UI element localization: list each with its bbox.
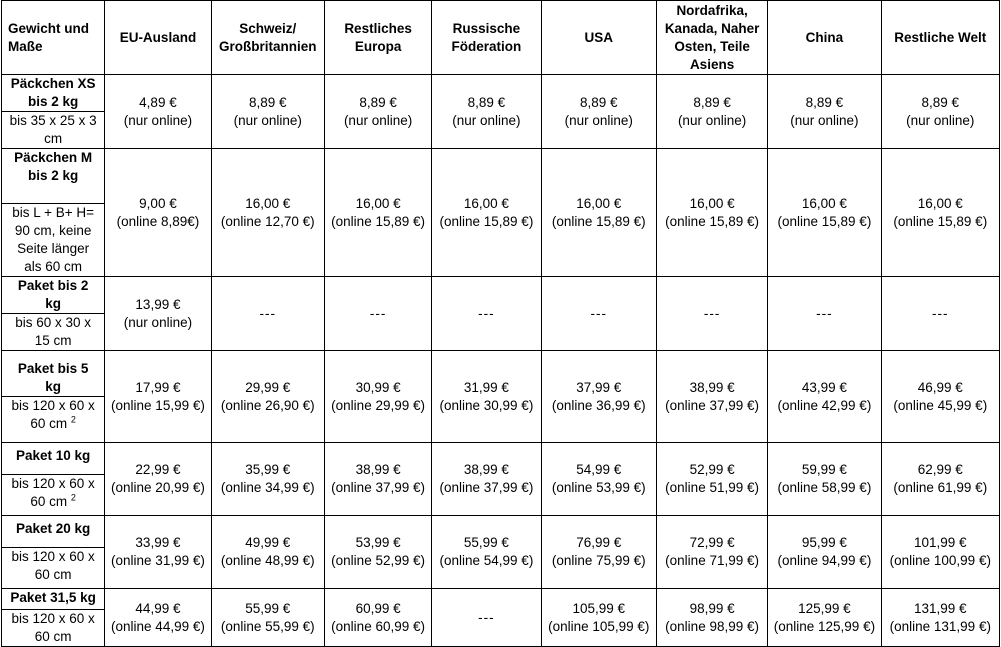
text-line: Paket bis 2	[17, 278, 89, 293]
table-body	[2, 75, 1000, 647]
text-line: (online 34,99 €)	[220, 480, 315, 495]
column-header-region	[768, 1, 881, 75]
text-line: (online 75,99 €)	[551, 553, 646, 568]
package-dimensions	[2, 313, 104, 350]
text-line: (nur online)	[790, 112, 859, 128]
text-line: Paket 10 kg	[16, 448, 91, 463]
package-type-cell	[2, 149, 105, 277]
text-line: 54,99 €	[576, 462, 622, 477]
text-line: (online 15,89 €)	[665, 213, 759, 229]
price-cell-unavailable	[324, 277, 431, 351]
text-line: (online 100,99 €)	[889, 553, 991, 568]
price-cell	[881, 516, 999, 589]
text-line: (online 29,99 €)	[331, 397, 425, 413]
text-line: Nordafrika,	[676, 2, 748, 18]
price-cell	[768, 75, 881, 149]
text-line: 8,89 €	[579, 94, 618, 110]
text-line: (online 37,99 €)	[331, 480, 425, 495]
price-cell	[324, 516, 431, 589]
text-line: 46,99 €	[917, 379, 963, 395]
text-line: (online 125,99 €)	[773, 618, 876, 634]
text-line: als 60 cm	[24, 259, 83, 274]
text-line: Russische	[452, 20, 521, 36]
text-line: (online 55,99 €)	[220, 618, 315, 634]
text-line: Restliche Welt	[894, 29, 987, 45]
price-cell	[768, 589, 881, 647]
text-line: 16,00 €	[355, 195, 401, 211]
price-cell	[881, 589, 999, 647]
price-cell	[881, 351, 999, 443]
text-line: 55,99 €	[463, 535, 509, 550]
text-line: (nur online)	[123, 314, 193, 330]
text-line: 16,00 €	[245, 195, 291, 211]
text-line: (nur online)	[343, 112, 413, 128]
text-line: (online 37,99 €)	[665, 397, 759, 413]
price-cell	[768, 149, 881, 277]
package-dimensions	[2, 547, 104, 584]
text-line: ---	[259, 305, 277, 321]
text-line: bis 120 x 60 x	[11, 549, 95, 564]
text-line: (nur online)	[233, 112, 302, 128]
text-line: Schweiz/	[239, 20, 297, 36]
price-cell	[541, 589, 656, 647]
price-cell	[541, 75, 656, 149]
text-line: Osten, Teile	[674, 38, 750, 54]
text-line: (online 45,99 €)	[893, 397, 988, 413]
shipping-price-table	[1, 0, 1000, 647]
price-cell	[105, 277, 211, 351]
text-line: Kanada, Naher	[664, 20, 760, 36]
price-cell-unavailable	[656, 277, 767, 351]
column-header-region	[324, 1, 431, 75]
text-line: 30,99 €	[355, 379, 401, 395]
text-line: 17,99 €	[135, 379, 181, 395]
price-cell	[432, 75, 541, 149]
price-cell	[324, 589, 431, 647]
package-dimensions	[2, 396, 104, 433]
text-line: Päckchen M	[14, 150, 93, 165]
price-cell-unavailable	[768, 277, 881, 351]
price-cell	[541, 443, 656, 516]
column-header-region	[211, 1, 324, 75]
text-line: 8,89 €	[805, 94, 844, 110]
text-line: bis 120 x 60 x	[11, 398, 95, 413]
price-cell	[211, 75, 324, 149]
column-header-region	[105, 1, 211, 75]
text-line: 131,99 €	[914, 600, 967, 616]
text-line: 8,89 €	[359, 94, 397, 110]
text-line: 60 cm	[34, 629, 72, 644]
price-cell	[211, 351, 324, 443]
package-type-cell	[2, 75, 105, 149]
text-line: (online 26,90 €)	[220, 397, 315, 413]
text-line: Asiens	[689, 56, 735, 72]
table-row	[2, 516, 1000, 589]
price-cell	[432, 149, 541, 277]
price-cell	[768, 351, 881, 443]
text-line: (online 61,99 €)	[893, 480, 988, 495]
text-line: 33,99 €	[135, 535, 181, 550]
text-line: 22,99 €	[135, 462, 181, 477]
price-cell-unavailable	[432, 277, 541, 351]
text-line: bis 120 x 60 x	[11, 476, 95, 491]
column-header-region	[881, 1, 999, 75]
price-cell	[541, 516, 656, 589]
price-cell	[541, 351, 656, 443]
text-line: (online 31,99 €)	[111, 553, 205, 568]
text-line: (online 48,99 €)	[220, 553, 315, 568]
text-line: EU-Ausland	[119, 29, 197, 45]
header-row	[2, 1, 1000, 75]
text-line: (nur online)	[906, 112, 975, 128]
price-cell	[432, 516, 541, 589]
text-line: bis 120 x 60 x	[11, 611, 95, 626]
text-line: Gewicht und	[8, 20, 89, 36]
text-line: (online 36,99 €)	[551, 397, 646, 413]
price-cell-unavailable	[541, 277, 656, 351]
text-line: ---	[703, 305, 721, 321]
price-cell	[656, 351, 767, 443]
text-line: 16,00 €	[801, 195, 847, 211]
price-cell	[432, 443, 541, 516]
text-line: 4,89 €	[139, 94, 177, 110]
text-line: 60,99 €	[355, 600, 401, 616]
text-line: (online 15,99 €)	[111, 397, 205, 413]
table-row	[2, 589, 1000, 647]
text-line: 60 cm	[34, 567, 72, 582]
text-line: 59,99 €	[801, 462, 847, 477]
text-line: bis 60 x 30 x	[15, 315, 92, 330]
text-line: 16,00 €	[689, 195, 735, 211]
package-type-cell	[2, 277, 105, 351]
text-line: 44,99 €	[135, 600, 181, 616]
text-line: (online 60,99 €)	[331, 618, 425, 634]
text-line: Föderation	[451, 38, 522, 54]
text-line: Europa	[354, 38, 402, 54]
text-line: (nur online)	[564, 112, 633, 128]
text-line: bis 2 kg	[28, 94, 79, 109]
text-line: (online 42,99 €)	[777, 397, 872, 413]
text-line: (online 105,99 €)	[548, 618, 650, 634]
price-cell	[105, 75, 211, 149]
text-line: (online 52,99 €)	[331, 553, 425, 568]
column-header-region	[432, 1, 541, 75]
text-line: ---	[478, 609, 495, 625]
column-header-weight-dimensions	[2, 1, 105, 75]
text-line: 43,99 €	[801, 379, 847, 395]
text-line: 98,99 €	[689, 600, 735, 616]
text-line: 60 cm $^2$	[30, 492, 76, 509]
price-cell	[324, 351, 431, 443]
text-line: (online 53,99 €)	[551, 480, 646, 495]
text-line: bis 2 kg	[28, 168, 79, 183]
text-line: ---	[816, 305, 833, 321]
table-row	[2, 149, 1000, 277]
text-line: (nur online)	[452, 112, 521, 128]
price-cell	[324, 75, 431, 149]
text-line: (online 12,70 €)	[220, 213, 315, 229]
text-line: 13,99 €	[135, 296, 181, 312]
package-dimensions	[2, 111, 104, 148]
price-cell	[211, 149, 324, 277]
price-cell	[432, 351, 541, 443]
package-dimensions	[2, 474, 104, 511]
text-line: Restliches	[344, 20, 412, 36]
text-line: (online 15,89 €)	[777, 213, 872, 229]
text-line: (online 15,89 €)	[893, 213, 988, 229]
text-line: kg	[45, 379, 62, 394]
text-line: 37,99 €	[576, 379, 622, 395]
text-line: 8,89 €	[693, 94, 731, 110]
text-line: 31,99 €	[463, 379, 509, 395]
text-line: 76,99 €	[576, 535, 622, 550]
price-cell	[656, 443, 767, 516]
price-cell-unavailable	[432, 589, 541, 647]
text-line: cm	[44, 131, 63, 146]
package-name	[2, 75, 104, 111]
price-cell	[881, 75, 999, 149]
price-cell	[324, 443, 431, 516]
text-line: (online 94,99 €)	[777, 553, 872, 568]
table-row	[2, 351, 1000, 443]
text-line: 125,99 €	[798, 600, 851, 616]
text-line: 38,99 €	[463, 462, 509, 477]
text-line: 16,00 €	[463, 195, 509, 211]
footnote-marker: 2	[70, 492, 76, 503]
text-line: Seite länger	[17, 241, 90, 256]
text-line: 38,99 €	[689, 379, 735, 395]
text-line: 90 cm, keine	[14, 223, 92, 238]
text-line: (online 44,99 €)	[111, 618, 205, 634]
text-line: (online 8,89€)	[116, 213, 200, 229]
text-line: (online 98,99 €)	[665, 618, 759, 634]
price-cell	[541, 149, 656, 277]
text-line: bis 35 x 25 x 3	[9, 113, 97, 128]
text-line: (nur online)	[677, 112, 747, 128]
text-line: Päckchen XS	[10, 76, 96, 91]
package-type-cell	[2, 589, 105, 647]
package-name	[2, 589, 104, 609]
text-line: ---	[478, 305, 495, 321]
text-line: Paket 31,5 kg	[10, 590, 96, 605]
package-name	[2, 277, 104, 313]
text-line: 101,99 €	[914, 535, 967, 550]
price-cell	[211, 443, 324, 516]
text-line: 29,99 €	[245, 379, 291, 395]
text-line: (online 15,89 €)	[551, 213, 646, 229]
table-row	[2, 277, 1000, 351]
text-line: 8,89 €	[467, 94, 506, 110]
text-line: (online 20,99 €)	[111, 480, 205, 495]
package-name	[2, 520, 104, 547]
text-line: 52,99 €	[689, 462, 735, 477]
text-line: 35,99 €	[245, 462, 291, 477]
price-cell	[211, 589, 324, 647]
price-cell-unavailable	[211, 277, 324, 351]
text-line: ---	[369, 305, 387, 321]
package-dimensions	[2, 609, 104, 646]
text-line: 8,89 €	[249, 94, 287, 110]
text-line: Paket bis 5	[17, 361, 89, 376]
text-line: 49,99 €	[245, 535, 291, 550]
text-line: Maße	[8, 38, 43, 54]
text-line: 105,99 €	[572, 600, 626, 616]
package-dimensions	[2, 203, 104, 276]
text-line: (online 37,99 €)	[439, 480, 534, 495]
table-row	[2, 443, 1000, 516]
footnote-marker: 2	[70, 414, 76, 425]
package-type-cell	[2, 351, 105, 443]
price-cell	[656, 589, 767, 647]
text-line: (online 51,99 €)	[665, 480, 759, 495]
text-line: 16,00 €	[917, 195, 963, 211]
text-line: kg	[45, 296, 62, 311]
text-line: ---	[932, 305, 949, 321]
text-line: (nur online)	[123, 112, 193, 128]
text-line: 15 cm	[34, 333, 72, 348]
text-line: (online 15,89 €)	[331, 213, 425, 229]
text-line: 38,99 €	[355, 462, 401, 477]
price-cell	[656, 75, 767, 149]
text-line: USA	[584, 29, 613, 45]
text-line: (online 131,99 €)	[889, 618, 991, 634]
text-line: 62,99 €	[917, 462, 963, 477]
price-cell	[211, 516, 324, 589]
package-type-cell	[2, 516, 105, 589]
text-line: 53,99 €	[355, 535, 401, 550]
price-cell	[105, 149, 211, 277]
text-line: 8,89 €	[921, 94, 960, 110]
price-cell	[768, 443, 881, 516]
text-line: (online 15,89 €)	[439, 213, 534, 229]
price-cell	[324, 149, 431, 277]
text-line: 60 cm $^2$	[30, 414, 76, 431]
text-line: 9,00 €	[139, 195, 177, 211]
package-name	[2, 360, 104, 396]
package-name	[2, 447, 104, 474]
price-cell	[656, 516, 767, 589]
text-line: 95,99 €	[801, 535, 847, 550]
price-cell	[105, 516, 211, 589]
text-line: bis L + B+ H=	[12, 205, 94, 220]
text-line: 55,99 €	[245, 600, 291, 616]
text-line: (online 71,99 €)	[665, 553, 759, 568]
column-header-region	[541, 1, 656, 75]
price-cell	[105, 589, 211, 647]
price-cell	[105, 351, 211, 443]
price-cell-unavailable	[881, 277, 999, 351]
text-line: (online 54,99 €)	[439, 553, 534, 568]
text-line: ---	[590, 305, 607, 321]
text-line: Großbritannien	[219, 38, 317, 54]
package-type-cell	[2, 443, 105, 516]
text-line: 16,00 €	[576, 195, 622, 211]
price-cell	[768, 516, 881, 589]
text-line: China	[805, 29, 844, 45]
price-cell	[105, 443, 211, 516]
text-line: (online 30,99 €)	[439, 397, 534, 413]
table-row	[2, 75, 1000, 149]
price-cell	[656, 149, 767, 277]
package-name	[2, 149, 104, 203]
text-line: Paket 20 kg	[16, 521, 91, 536]
price-cell	[881, 149, 999, 277]
price-cell	[881, 443, 999, 516]
text-line: (online 58,99 €)	[777, 480, 872, 495]
column-header-region	[656, 1, 767, 75]
text-line: 72,99 €	[689, 535, 735, 550]
